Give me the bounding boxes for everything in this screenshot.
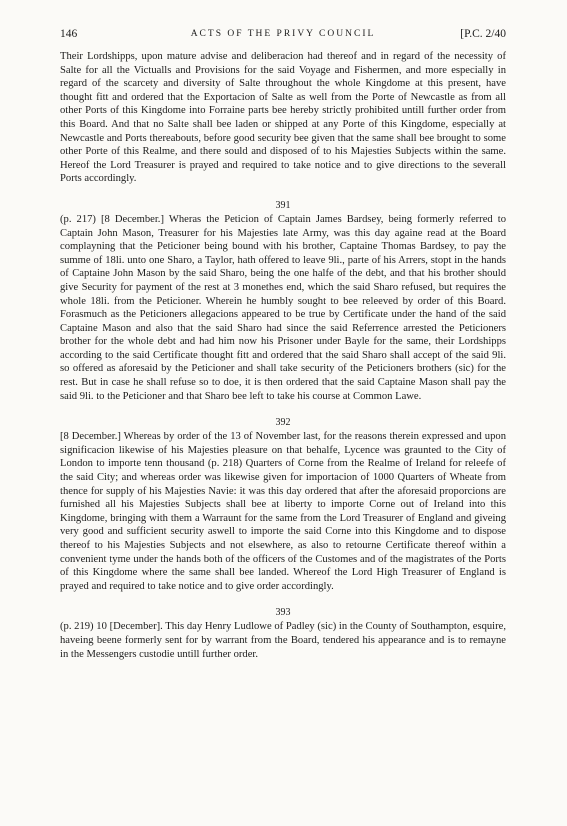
entry-continuation-text: Their Lordshipps, upon mature advise and deliberacion had thereof and in regard of the necessity of Salte for all the Victualls and Provisions for the said Voyage and Fishermen, and more especially in regard of the scarcety and diversity of Salte throughout the whole Kingdome at this present, have thought fitt and ordered that the Exportacion of Salte as well from the Porte of Newcastle as from all other Ports of this Kingdome into Forraine parts bee hereby strictly prohibited untill further order from this Board. And that no Salte shall bee laden or shipped at any Porte of this Kingdome, especially at Newcastle and Ports thereabouts, before good security bee given that the same shall bee brought to some other Porte of this Realme, and there sould and disposed of to his Majesties Subjects within the same. Hereof the Lord Treasurer is prayed and required to take notice and to give directions to the severall Ports accordingly. — [60, 51, 506, 185]
document-page — [60, 28, 506, 661]
running-title: ACTS OF THE PRIVY COUNCIL — [190, 29, 376, 39]
entry-392-text: [8 December.] Whereas by order of the 13 of November last, for the reasons therein expressed and upon significacion likewise of his Majesties pleasure on that behalfe, Lycence was graunted to the City of London to importe tenn thousand (p. 218) Quarters of Corne from the Realme of Ireland for releefe of the said City; and whereas order was likewise given for importacion of 1000 Quarters of Wheate from thence for supply of his Majesties Navie: it was this day ordered that after the aforesaid proporcions are furnished all his Majesties Subjects shall bee at liberty to importe Corne out of Ireland into this Kingdome, bringing with them a Warraunt for the same from the Lord Treasurer of England and giveing very good and sufficient security aswell to importe the said Corne into this Kingdome and to dispose thereof to his Majesties Subjects and not elsewhere, as also to retourne Certificate thereof within a convenient tyme under the hands both of the officers of the Customes and of the magistrates of the Ports of this Kingdome where the same shall bee landed. Whereof the Lord High Treasurer of England is prayed and required to take notice and to give order accordingly. — [60, 431, 506, 592]
entry-391-text: (p. 217) [8 December.] Wheras the Peticion of Captain James Bardsey, being formerly referred to Captain John Mason, Treasurer for his Majesties late Army, was this day againe read at the Board complayning that the Peticioner being bound with his brother, Captaine Thomas Bardsey, to pay the summe of 18li. unto one Sharo, a Taylor, hath offered to leave 9li., parte of his Arrers, stopt in the hands of Captaine John Mason by the said Sharo, being the one halfe of the debt, and that his brother should give Security for payment of the rest at 3 monethes end, which the said Sharo refused, but requires the whole 18li. from the Peticioner. Wherein he humbly sought to bee releeved by order of this Board. Forasmuch as the Peticioners allegacions appeared to be true by Certificate under the hand of the said Captaine Mason and also that the said Sharo had since the said Referrence arrested the Peticioners brother for the whole debt and had him now his Prisoner under Bayle for the same, their Lordshipps according to the said Certificate thought fitt and ordered that the said Sharo shall accept of the said 9li. so offered as aforesaid by the Peticioner and shall take security of the Peticioners brothers (sic) for the rest. But in case he shall refuse so to doe, it is then ordered that the said Captaine Mason shall pay the said 9li. to the Peticioner and that Sharo bee left to take his course at Common Lawe. — [60, 213, 506, 402]
entry-number-392: 392 — [275, 417, 291, 429]
page-number: 146 — [60, 28, 78, 40]
entry-393-text: (p. 219) 10 [December]. This day Henry Ludlowe of Padley (sic) in the County of Southampton, esquire, haveing beene formerly sent for by warrant from the Board, tendered his appearance and is to remayne in the Messengers custodie untill further order. — [60, 621, 506, 660]
page-header — [60, 28, 506, 44]
entry-number-393: 393 — [275, 607, 291, 619]
entry-number-391: 391 — [275, 199, 291, 211]
source-reference: [P.C. 2/40 — [460, 28, 506, 40]
